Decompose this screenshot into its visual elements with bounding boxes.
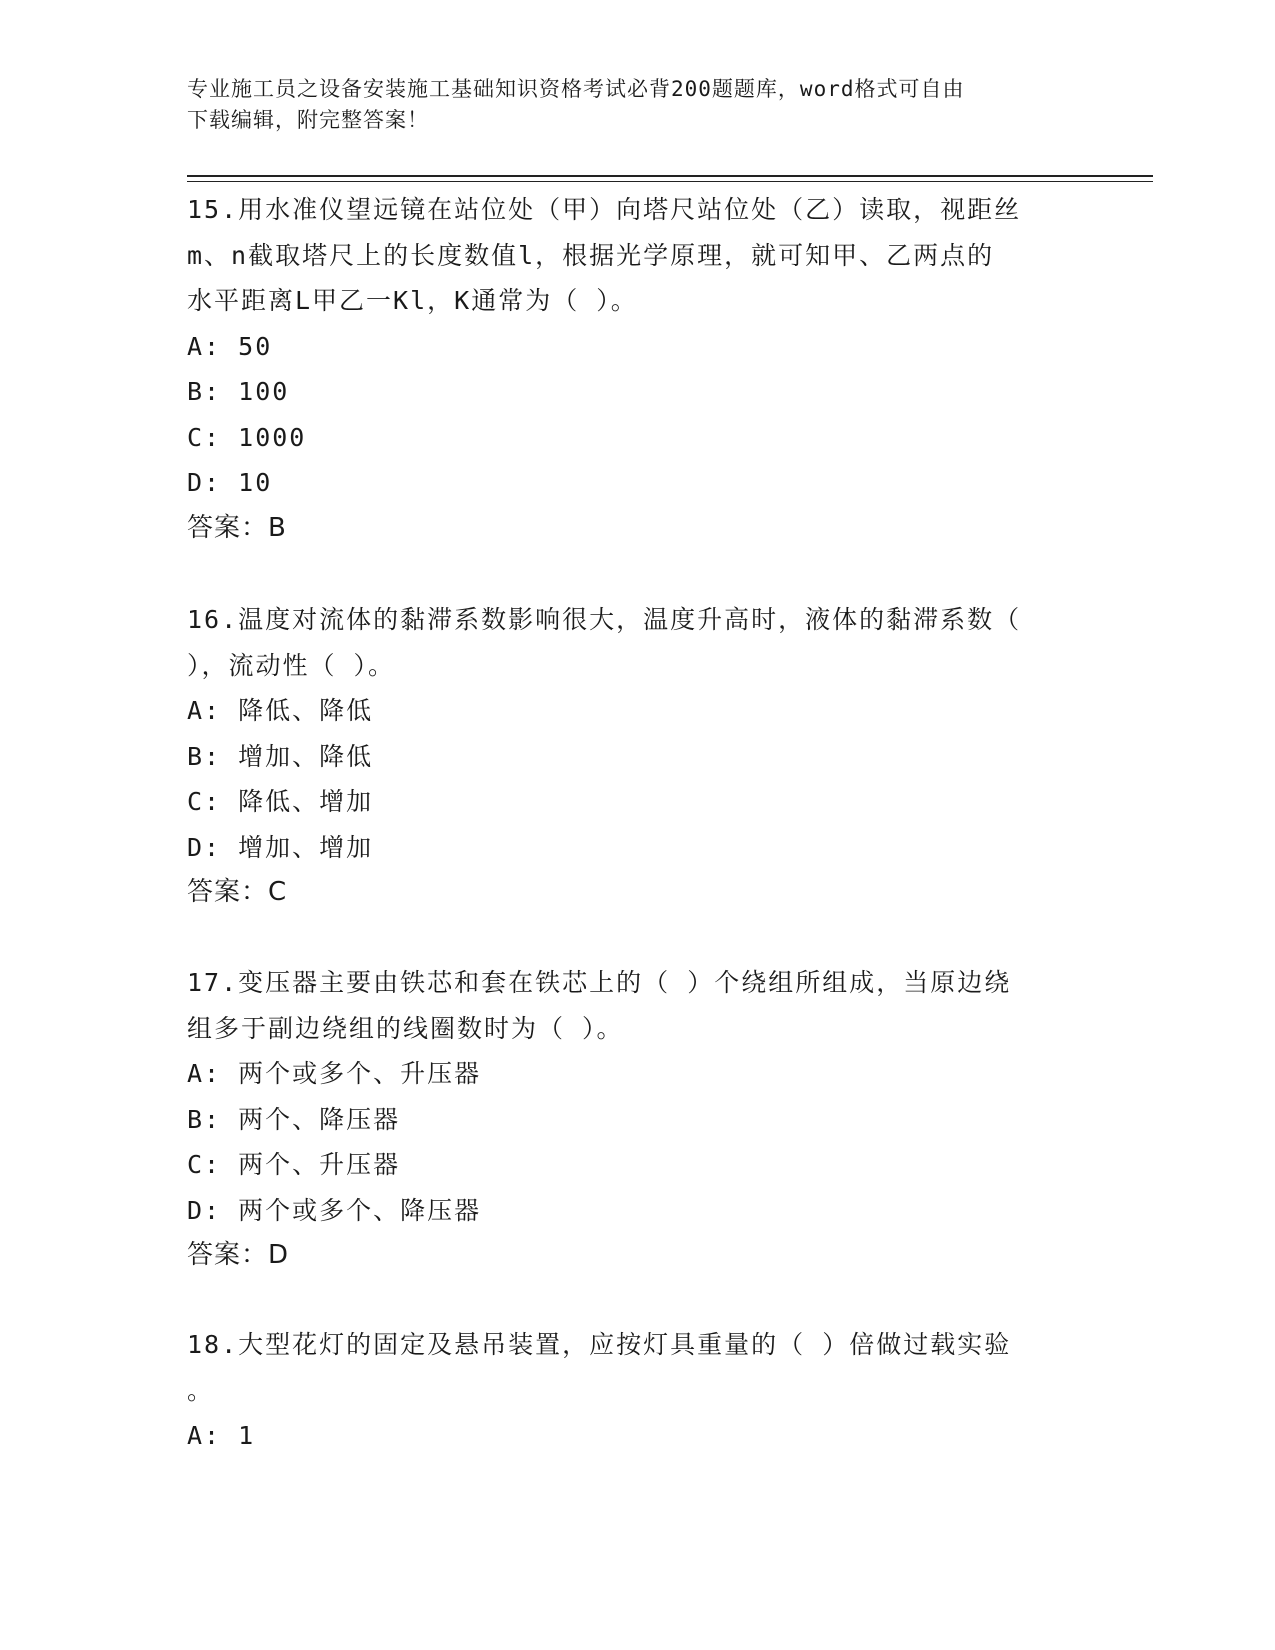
header-divider bbox=[187, 175, 1153, 177]
option-b: B: 100 bbox=[187, 377, 290, 406]
question-text: 组多于副边绕组的线圈数时为（ ）。 bbox=[187, 1013, 624, 1043]
answer: 答案：B bbox=[187, 512, 287, 543]
option-d: D: 10 bbox=[187, 468, 273, 497]
option-b: B: 两个、降压器 bbox=[187, 1104, 401, 1134]
question-text: 17.变压器主要由铁芯和套在铁芯上的（ ）个绕组所组成，当原边绕 bbox=[187, 968, 1012, 997]
option-a: A: 1 bbox=[187, 1421, 256, 1450]
answer: 答案：C bbox=[187, 877, 288, 907]
option-c: C: 两个、升压器 bbox=[187, 1150, 401, 1179]
option-a: A: 50 bbox=[187, 331, 273, 361]
question-17 bbox=[187, 960, 1067, 1279]
question-text: 。 bbox=[187, 1375, 215, 1405]
option-a: A: 两个或多个、升压器 bbox=[187, 1059, 482, 1088]
question-16 bbox=[187, 597, 1067, 916]
question-text: 16.温度对流体的黏滞系数影响很大，温度升高时，液体的黏滞系数（ bbox=[187, 605, 1022, 634]
question-text: 15.用水准仪望远镜在站位处（甲）向塔尺站位处（乙）读取，视距丝 bbox=[187, 195, 1022, 224]
option-c: C: 1000 bbox=[187, 422, 307, 452]
header-divider-thin bbox=[187, 181, 1153, 182]
question-text: m、n截取塔尺上的长度数值l，根据光学原理，就可知甲、乙两点的 bbox=[187, 240, 995, 270]
question-text: 水平距离L甲乙一Kl，K通常为（ ）。 bbox=[187, 286, 638, 315]
option-b: B: 增加、降低 bbox=[187, 741, 374, 771]
option-a: A: 降低、降低 bbox=[187, 696, 374, 725]
answer: 答案：D bbox=[187, 1240, 290, 1270]
header-line-1: 专业施工员之设备安装施工基础知识资格考试必背200题题库，word格式可自由 bbox=[187, 77, 965, 101]
question-15 bbox=[187, 187, 1067, 551]
document-header bbox=[187, 74, 1067, 136]
option-d: D: 两个或多个、降压器 bbox=[187, 1195, 482, 1225]
option-c: C: 降低、增加 bbox=[187, 787, 374, 816]
question-text: ），流动性（ ）。 bbox=[187, 650, 396, 680]
question-18 bbox=[187, 1322, 1067, 1459]
option-d: D: 增加、增加 bbox=[187, 832, 374, 862]
question-text: 18.大型花灯的固定及悬吊装置，应按灯具重量的（ ）倍做过载实验 bbox=[187, 1330, 1012, 1359]
header-line-2: 下载编辑，附完整答案！ bbox=[187, 108, 429, 132]
